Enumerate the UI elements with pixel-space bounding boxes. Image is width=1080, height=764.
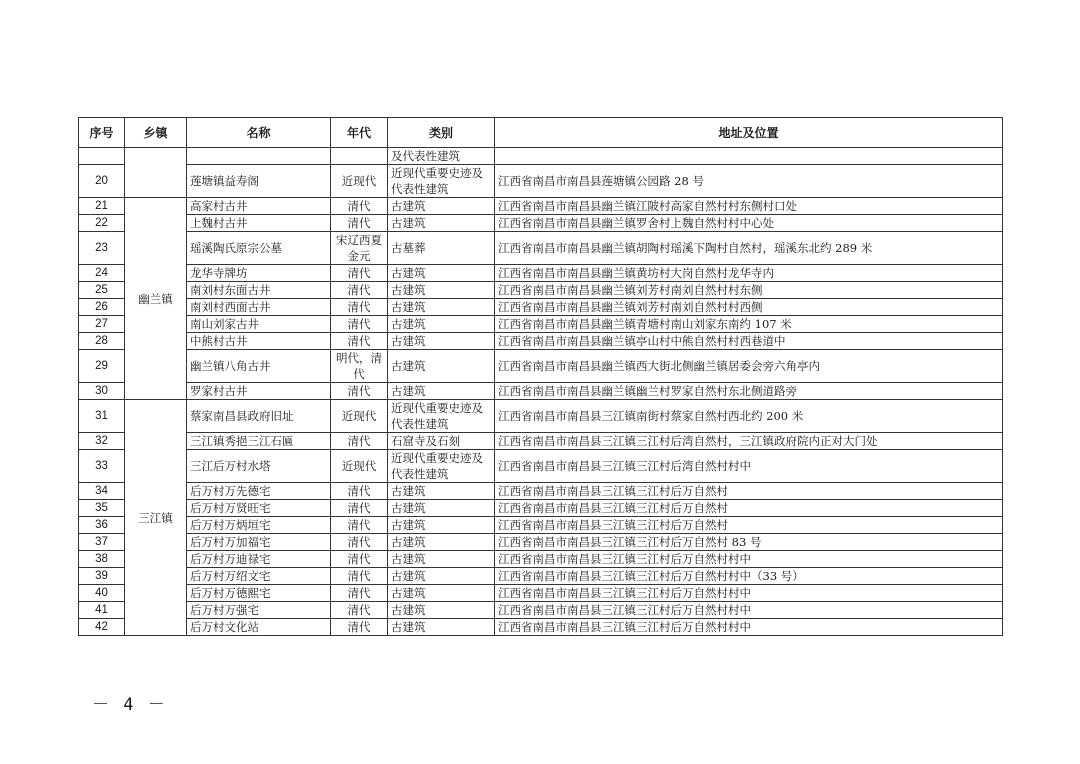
cell-name: 蔡家南昌县政府旧址 — [187, 400, 331, 433]
cell-category: 古建筑 — [388, 198, 495, 215]
header-no: 序号 — [79, 118, 125, 148]
cell-era: 清代 — [331, 215, 388, 232]
cell-address: 江西省南昌市南昌县三江镇南街村蔡家自然村西北约 200 米 — [495, 400, 1003, 433]
header-address: 地址及位置 — [495, 118, 1003, 148]
table-row — [79, 350, 1003, 383]
header-name: 名称 — [187, 118, 331, 148]
cell-name: 三江后万村水塔 — [187, 450, 331, 483]
cell-name: 高家村古井 — [187, 198, 331, 215]
table-row — [79, 568, 1003, 585]
cell-town: 三江镇 — [125, 400, 187, 636]
cell-era: 清代 — [331, 619, 388, 636]
heritage-table — [78, 117, 1003, 636]
page-number: － 4 － — [92, 695, 167, 715]
cell-no — [79, 148, 125, 165]
cell-no: 37 — [79, 534, 125, 551]
cell-address: 江西省南昌市南昌县三江镇三江村后湾自然村，三江镇政府院内正对大门处 — [495, 433, 1003, 450]
cell-no: 32 — [79, 433, 125, 450]
table-row — [79, 198, 1003, 215]
cell-address: 江西省南昌市南昌县幽兰镇黄坊村大岗自然村龙华寺内 — [495, 265, 1003, 282]
cell-era: 清代 — [331, 433, 388, 450]
cell-name: 上魏村古井 — [187, 215, 331, 232]
cell-address: 江西省南昌市南昌县三江镇三江村后湾自然村村中 — [495, 450, 1003, 483]
cell-address: 江西省南昌市南昌县幽兰镇西大街北侧幽兰镇居委会旁六角亭内 — [495, 350, 1003, 383]
table-row — [79, 165, 1003, 198]
table-row — [79, 433, 1003, 450]
cell-name: 后万村万强宅 — [187, 602, 331, 619]
table-row — [79, 517, 1003, 534]
table-row — [79, 232, 1003, 265]
header-town: 乡镇 — [125, 118, 187, 148]
cell-no: 28 — [79, 333, 125, 350]
header-category: 类别 — [388, 118, 495, 148]
table-header-row — [79, 118, 1003, 148]
cell-name: 后万村万迪禄宅 — [187, 551, 331, 568]
cell-era: 清代 — [331, 383, 388, 400]
cell-name: 后万村文化站 — [187, 619, 331, 636]
cell-no: 34 — [79, 483, 125, 500]
cell-name: 后万村万绍文宅 — [187, 568, 331, 585]
cell-category: 古建筑 — [388, 517, 495, 534]
cell-name: 后万村万加福宅 — [187, 534, 331, 551]
cell-category: 古建筑 — [388, 282, 495, 299]
cell-address: 江西省南昌市南昌县三江镇三江村后万自然村 83 号 — [495, 534, 1003, 551]
cell-category: 古建筑 — [388, 299, 495, 316]
cell-era: 清代 — [331, 198, 388, 215]
cell-category: 古建筑 — [388, 568, 495, 585]
cell-name: 南刘村东面古井 — [187, 282, 331, 299]
cell-category: 古建筑 — [388, 534, 495, 551]
cell-era: 清代 — [331, 282, 388, 299]
cell-era: 近现代 — [331, 400, 388, 433]
cell-category: 古建筑 — [388, 215, 495, 232]
cell-name — [187, 148, 331, 165]
cell-town-empty — [125, 148, 187, 198]
cell-category: 古建筑 — [388, 585, 495, 602]
cell-no: 27 — [79, 316, 125, 333]
table-row — [79, 500, 1003, 517]
cell-era: 清代 — [331, 299, 388, 316]
cell-category: 古建筑 — [388, 602, 495, 619]
table-row — [79, 585, 1003, 602]
cell-no: 29 — [79, 350, 125, 383]
cell-era: 清代 — [331, 602, 388, 619]
cell-address: 江西省南昌市南昌县三江镇三江村后万自然村 — [495, 500, 1003, 517]
cell-name: 龙华寺牌坊 — [187, 265, 331, 282]
cell-no: 24 — [79, 265, 125, 282]
cell-category: 古建筑 — [388, 350, 495, 383]
table-row — [79, 333, 1003, 350]
cell-era: 清代 — [331, 333, 388, 350]
cell-no: 36 — [79, 517, 125, 534]
cell-era: 清代 — [331, 483, 388, 500]
cell-era: 清代 — [331, 265, 388, 282]
cell-no: 33 — [79, 450, 125, 483]
table-row — [79, 383, 1003, 400]
cell-address: 江西省南昌市南昌县幽兰镇刘芳村南刘自然村村东侧 — [495, 282, 1003, 299]
header-era: 年代 — [331, 118, 388, 148]
cell-era: 宋辽西夏金元 — [331, 232, 388, 265]
cell-name: 南刘村西面古井 — [187, 299, 331, 316]
cell-no: 21 — [79, 198, 125, 215]
table-row — [79, 316, 1003, 333]
cell-category: 古建筑 — [388, 383, 495, 400]
cell-address: 江西省南昌市南昌县幽兰镇江陂村高家自然村村东侧村口处 — [495, 198, 1003, 215]
cell-name: 瑶溪陶氏原宗公墓 — [187, 232, 331, 265]
cell-name: 后万村万炳垣宅 — [187, 517, 331, 534]
cell-address: 江西省南昌市南昌县幽兰镇亭山村中熊自然村村西巷道中 — [495, 333, 1003, 350]
cell-no: 39 — [79, 568, 125, 585]
cell-no: 25 — [79, 282, 125, 299]
cell-name: 后万村万贤旺宅 — [187, 500, 331, 517]
cell-address: 江西省南昌市南昌县三江镇三江村后万自然村 — [495, 517, 1003, 534]
continuation-row — [79, 148, 1003, 165]
cell-no: 42 — [79, 619, 125, 636]
table-row — [79, 619, 1003, 636]
cell-no: 38 — [79, 551, 125, 568]
cell-no: 40 — [79, 585, 125, 602]
cell-name: 三江镇秀挹三江石匾 — [187, 433, 331, 450]
table-row — [79, 282, 1003, 299]
cell-address: 江西省南昌市南昌县三江镇三江村后万自然村村中（33 号） — [495, 568, 1003, 585]
cell-address: 江西省南昌市南昌县幽兰镇胡陶村瑶溪下陶村自然村，瑶溪东北约 289 米 — [495, 232, 1003, 265]
cell-era: 清代 — [331, 568, 388, 585]
cell-era: 近现代 — [331, 165, 388, 198]
cell-name: 莲塘镇益寿阁 — [187, 165, 331, 198]
cell-era: 清代 — [331, 517, 388, 534]
cell-category: 古墓葬 — [388, 232, 495, 265]
cell-name: 幽兰镇八角古井 — [187, 350, 331, 383]
cell-no: 35 — [79, 500, 125, 517]
cell-no: 26 — [79, 299, 125, 316]
cell-no: 31 — [79, 400, 125, 433]
cell-category: 古建筑 — [388, 333, 495, 350]
table-row — [79, 602, 1003, 619]
cell-town: 幽兰镇 — [125, 198, 187, 400]
cell-name: 中熊村古井 — [187, 333, 331, 350]
cell-category: 及代表性建筑 — [388, 148, 495, 165]
table-row — [79, 534, 1003, 551]
table-row — [79, 400, 1003, 433]
cell-address: 江西省南昌市南昌县三江镇三江村后万自然村村中 — [495, 585, 1003, 602]
cell-no: 20 — [79, 165, 125, 198]
cell-address: 江西省南昌市南昌县幽兰镇幽兰村罗家自然村东北侧道路旁 — [495, 383, 1003, 400]
cell-era: 清代 — [331, 585, 388, 602]
cell-address: 江西省南昌市南昌县三江镇三江村后万自然村村中 — [495, 619, 1003, 636]
cell-name: 南山刘家古井 — [187, 316, 331, 333]
cell-address: 江西省南昌市南昌县幽兰镇刘芳村南刘自然村村西侧 — [495, 299, 1003, 316]
cell-category: 古建筑 — [388, 483, 495, 500]
cell-category: 古建筑 — [388, 619, 495, 636]
cell-name: 后万村万德熙宅 — [187, 585, 331, 602]
cell-no: 22 — [79, 215, 125, 232]
cell-era: 清代 — [331, 500, 388, 517]
cell-address: 江西省南昌市南昌县幽兰镇罗舍村上魏自然村村中心处 — [495, 215, 1003, 232]
cell-address: 江西省南昌市南昌县三江镇三江村后万自然村村中 — [495, 602, 1003, 619]
table-row — [79, 551, 1003, 568]
cell-era: 清代 — [331, 534, 388, 551]
table-row — [79, 265, 1003, 282]
table-row — [79, 483, 1003, 500]
cell-category: 古建筑 — [388, 500, 495, 517]
table-row — [79, 450, 1003, 483]
cell-era: 清代 — [331, 316, 388, 333]
cell-era — [331, 148, 388, 165]
cell-no: 23 — [79, 232, 125, 265]
cell-category: 近现代重要史迹及代表性建筑 — [388, 165, 495, 198]
cell-address: 江西省南昌市南昌县幽兰镇青塘村南山刘家东南约 107 米 — [495, 316, 1003, 333]
cell-category: 古建筑 — [388, 265, 495, 282]
cell-address: 江西省南昌市南昌县莲塘镇公园路 28 号 — [495, 165, 1003, 198]
table-row — [79, 299, 1003, 316]
cell-category: 古建筑 — [388, 551, 495, 568]
cell-no: 41 — [79, 602, 125, 619]
cell-no: 30 — [79, 383, 125, 400]
cell-category: 古建筑 — [388, 316, 495, 333]
cell-name: 罗家村古井 — [187, 383, 331, 400]
cell-category: 近现代重要史迹及代表性建筑 — [388, 450, 495, 483]
cell-address — [495, 148, 1003, 165]
cell-era: 近现代 — [331, 450, 388, 483]
table-row — [79, 215, 1003, 232]
cell-name: 后万村万先德宅 — [187, 483, 331, 500]
cell-era: 清代 — [331, 551, 388, 568]
cell-address: 江西省南昌市南昌县三江镇三江村后万自然村村中 — [495, 551, 1003, 568]
cell-address: 江西省南昌市南昌县三江镇三江村后万自然村 — [495, 483, 1003, 500]
cell-era: 明代，清代 — [331, 350, 388, 383]
cell-category: 石窟寺及石刻 — [388, 433, 495, 450]
cell-category: 近现代重要史迹及代表性建筑 — [388, 400, 495, 433]
